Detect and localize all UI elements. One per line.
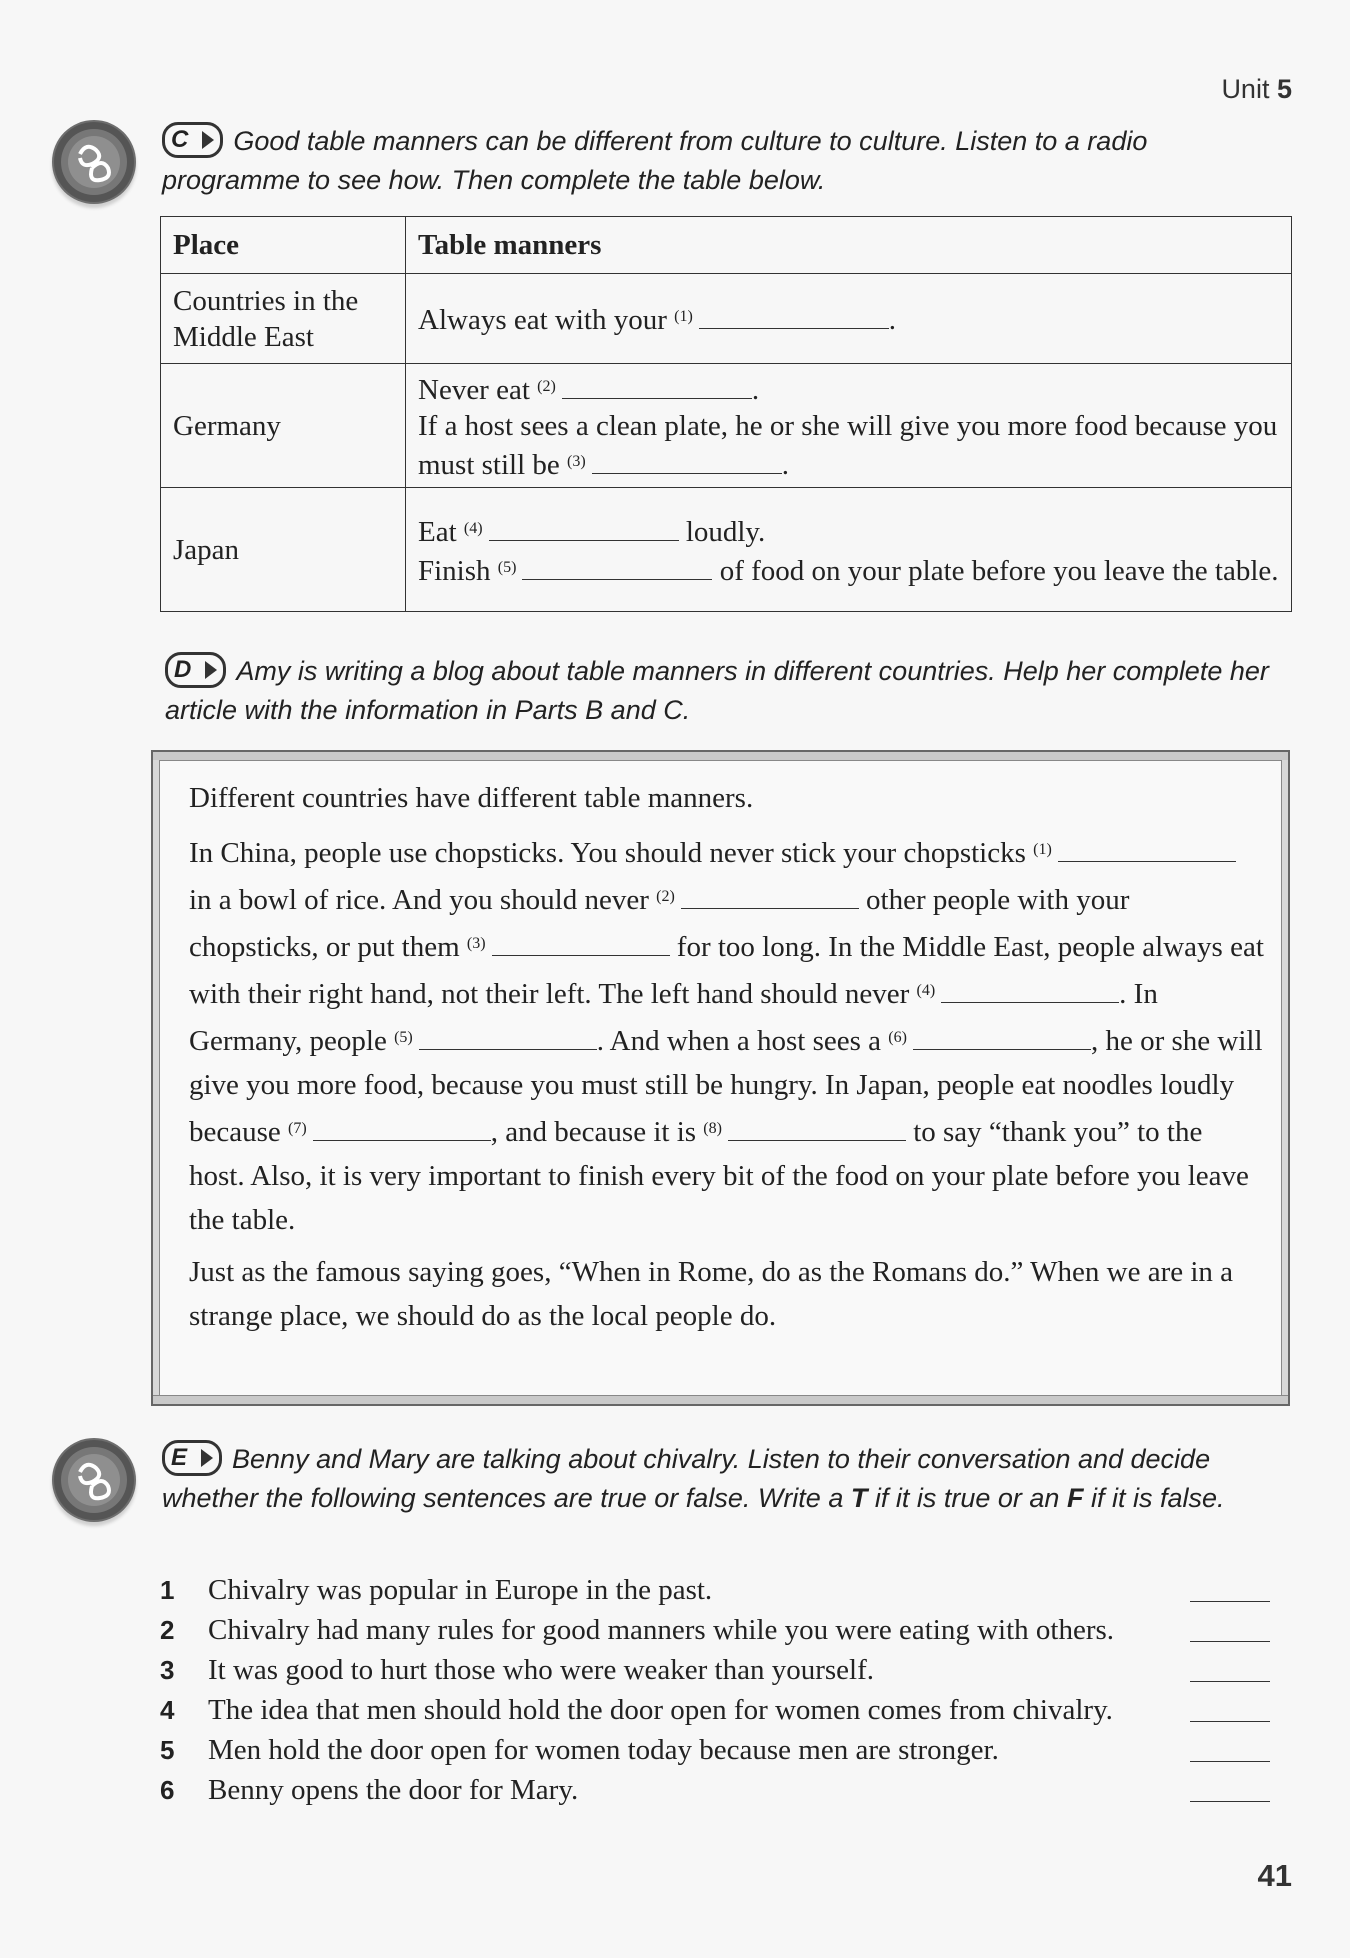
answer-blank[interactable] (1190, 1719, 1270, 1722)
blog-text: In China, people use chopsticks. You should never stick your chopsticks (189, 837, 1026, 869)
blog-article (189, 776, 1264, 1346)
manners-text: of food on your plate before you leave the table. (719, 554, 1279, 587)
instruction-text: if it is true or an (874, 1483, 1060, 1513)
blank-number: (4) (916, 982, 936, 999)
window-status-bar (153, 1395, 1288, 1404)
blog-paragraph (189, 828, 1264, 1242)
table-row (161, 274, 1292, 364)
blank-number: (2) (656, 888, 675, 905)
answer-blank[interactable] (1190, 1799, 1270, 1802)
blank-number: (5) (394, 1029, 413, 1046)
blank-number: (5) (497, 558, 517, 576)
manners-text: . (888, 304, 897, 336)
item-number: 2 (160, 1615, 175, 1645)
answer-blank[interactable] (699, 306, 889, 329)
answer-blank[interactable] (1058, 839, 1236, 862)
section-e-badge (162, 1440, 222, 1476)
play-icon (202, 131, 214, 149)
answer-blank[interactable] (1190, 1599, 1270, 1602)
audio-cd-icon[interactable] (52, 1438, 136, 1522)
blog-text: for too long. In the Middle East, people always eat with their right hand, not their left. The left hand should never (189, 931, 1264, 1010)
answer-blank[interactable] (941, 980, 1119, 1003)
unit-label (1221, 74, 1292, 105)
item-text: Chivalry had many rules for good manners while you were eating with others. (208, 1614, 1115, 1646)
col-header-place: Place (161, 217, 406, 274)
badge-letter: C (171, 126, 189, 154)
answer-blank[interactable] (1190, 1679, 1270, 1682)
manners-cell (406, 488, 1292, 612)
blank-number: (2) (537, 377, 556, 395)
blog-text: . In Germany, people (189, 978, 1158, 1057)
blank-number: (7) (288, 1120, 307, 1137)
blog-text: to say “thank you” to the host. Also, it is very important to finish every bit of the food on your plate before you leave the table. (189, 1116, 1249, 1236)
blog-text: , he or she will give you more food, because you must still be hungry. In Japan, people eat noodles loudly because (189, 1025, 1263, 1148)
answer-blank[interactable] (1190, 1639, 1270, 1642)
item-text: Men hold the door open for women today because men are stronger. (208, 1734, 999, 1766)
item-text: Chivalry was popular in Europe in the past. (208, 1574, 713, 1606)
place-cell: Japan (161, 488, 406, 612)
section-e-instruction (162, 1440, 1282, 1518)
place-cell: Germany (161, 364, 406, 488)
manners-text: . (751, 373, 760, 406)
play-icon (205, 661, 217, 679)
false-letter: F (1066, 1483, 1084, 1513)
item-text: It was good to hurt those who were weaker than yourself. (208, 1654, 875, 1686)
answer-blank[interactable] (562, 376, 752, 399)
item-number: 4 (160, 1695, 175, 1725)
list-item (160, 1732, 1270, 1768)
blog-text: , and because it is (490, 1116, 697, 1148)
list-item (160, 1652, 1270, 1688)
manners-cell (406, 364, 1292, 488)
manners-text: If a host sees a clean plate, he or she will give you more food because you must still be (418, 409, 1278, 481)
audio-cd-icon[interactable] (52, 120, 136, 204)
instruction-text: Amy is writing a blog about table manners in different countries. Help her complete her article with the information in Parts B and C. (165, 656, 1269, 725)
section-c-instruction (162, 122, 1292, 200)
instruction-text: Benny and Mary are talking about chivalry. Listen to their conversation and decide whether the following sentences are true or false. Write a (162, 1444, 1211, 1513)
window-title-bar (153, 752, 1288, 761)
blank-number: (8) (703, 1120, 722, 1137)
section-d-instruction (165, 652, 1305, 730)
manners-cell (406, 274, 1292, 364)
badge-letter: D (174, 656, 192, 684)
play-icon (201, 1449, 213, 1467)
section-d-badge (165, 652, 226, 688)
section-c-badge (162, 122, 223, 158)
answer-blank[interactable] (522, 557, 712, 580)
answer-blank[interactable] (1190, 1759, 1270, 1762)
blog-window (151, 750, 1290, 1406)
blog-text: in a bowl of rice. And you should never (189, 884, 649, 916)
window-left-border (153, 760, 160, 1396)
blog-text: . And when a host sees a (596, 1025, 882, 1057)
manners-text: Never eat (418, 373, 530, 406)
item-number: 6 (160, 1775, 175, 1805)
blank-number: (3) (567, 452, 586, 470)
page-number: 41 (1257, 1858, 1292, 1893)
table-row (161, 488, 1292, 612)
list-item (160, 1772, 1270, 1808)
blog-paragraph: Just as the famous saying goes, “When in Rome, do as the Romans do.” When we are in a strange place, we should do as the local people do. (189, 1256, 1234, 1332)
blank-number: (1) (674, 308, 693, 325)
col-header-manners: Table manners (406, 217, 1292, 274)
window-scrollbar[interactable] (1281, 760, 1288, 1396)
item-number: 1 (160, 1575, 175, 1605)
manners-text: Eat (418, 515, 457, 548)
item-number: 5 (160, 1735, 175, 1765)
instruction-text: Good table manners can be different from culture to culture. Listen to a radio programme to see how. Then complete the table below. (162, 126, 1148, 195)
table-row (161, 364, 1292, 488)
true-letter: T (850, 1483, 868, 1513)
answer-blank[interactable] (313, 1118, 491, 1141)
answer-blank[interactable] (492, 933, 670, 956)
unit-text: Unit (1221, 74, 1270, 104)
manners-text: Always eat with your (418, 304, 667, 336)
table-manners-table (160, 216, 1292, 612)
manners-text: Finish (418, 554, 491, 587)
list-item (160, 1692, 1270, 1728)
blank-number: (6) (888, 1029, 907, 1046)
item-text: Benny opens the door for Mary. (208, 1774, 579, 1806)
list-item (160, 1612, 1270, 1648)
answer-blank[interactable] (592, 451, 782, 474)
answer-blank[interactable] (913, 1027, 1091, 1050)
badge-letter: E (171, 1444, 188, 1472)
blog-text: other people with your chopsticks, or put them (189, 884, 1130, 963)
answer-blank[interactable] (489, 518, 679, 541)
true-false-list (160, 1572, 1270, 1808)
blank-number: (1) (1033, 841, 1052, 858)
answer-blank[interactable] (728, 1118, 906, 1141)
blank-number: (3) (466, 935, 486, 952)
place-cell: Countries in the Middle East (161, 274, 406, 364)
unit-number: 5 (1276, 74, 1292, 104)
instruction-text: if it is false. (1090, 1483, 1225, 1513)
manners-text: loudly. (685, 515, 766, 548)
blog-paragraph: Different countries have different table manners. (189, 782, 754, 814)
manners-text: . (781, 448, 789, 481)
blank-number: (4) (463, 519, 483, 537)
item-text: The idea that men should hold the door open for women comes from chivalry. (208, 1694, 1113, 1726)
answer-blank[interactable] (419, 1027, 597, 1050)
answer-blank[interactable] (681, 886, 859, 909)
list-item (160, 1572, 1270, 1608)
item-number: 3 (160, 1655, 175, 1685)
